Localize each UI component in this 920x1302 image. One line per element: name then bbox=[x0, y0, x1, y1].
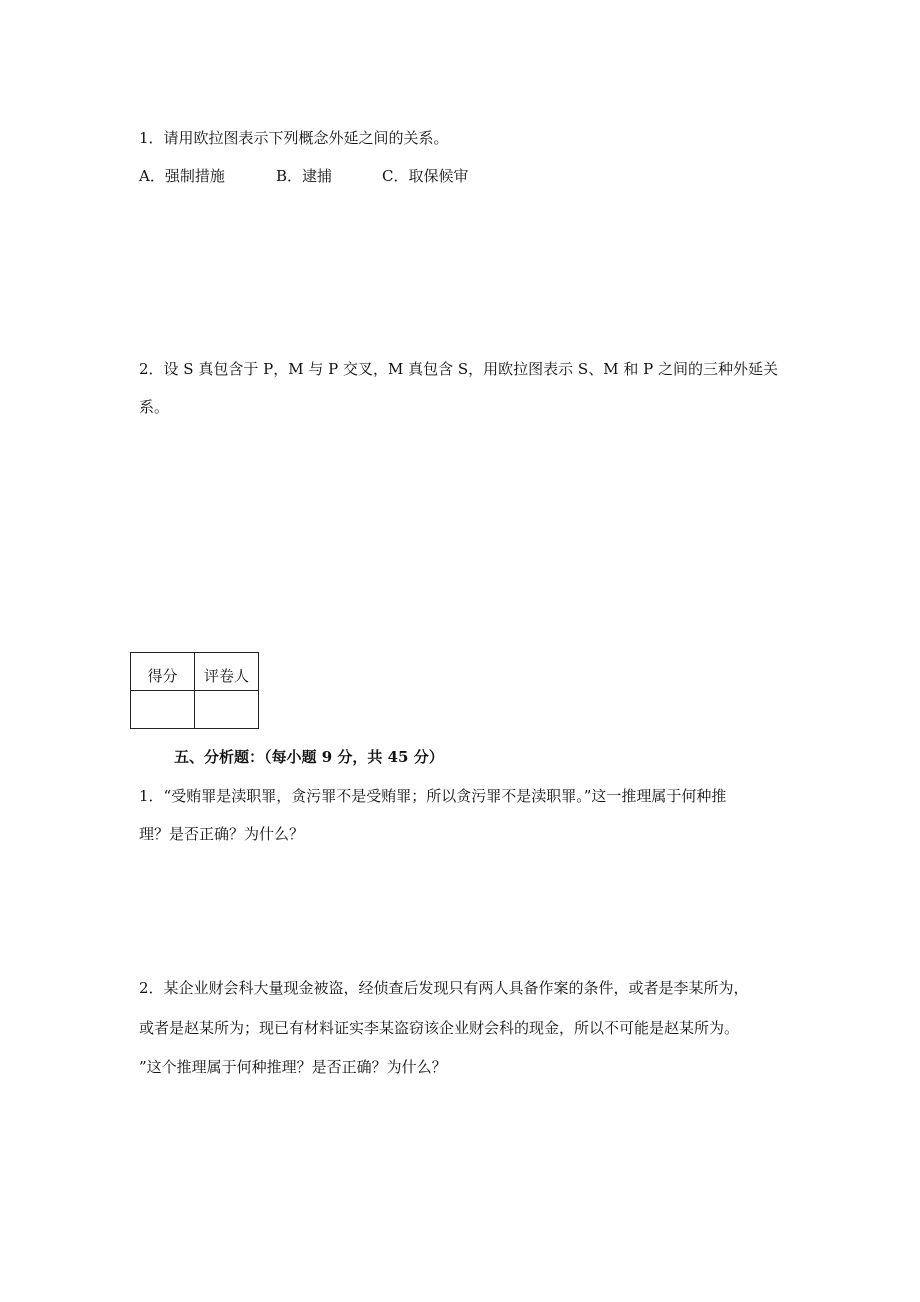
score-table bbox=[130, 652, 259, 729]
analysis-q2-line2: 或者是赵某所为；现已有材料证实李某盗窃该企业财会科的现金，所以不可能是赵某所为。 bbox=[139, 1019, 740, 1037]
score-header: 得分 bbox=[131, 653, 195, 691]
question-stem: 请用欧拉图表示下列概念外延之间的关系。 bbox=[163, 129, 449, 147]
question-number: 1． bbox=[139, 129, 164, 147]
analysis-q1-line2: 理？是否正确？为什么？ bbox=[139, 825, 305, 843]
analysis-q1-line1: 1．“受贿罪是渎职罪，贪污罪不是受贿罪；所以贪污罪不是渎职罪。”这一推理属于何种推 bbox=[139, 787, 727, 805]
question-1-options bbox=[139, 166, 468, 186]
analysis-q2-line3: ”这个推理属于何种推理？是否正确？为什么？ bbox=[139, 1058, 447, 1076]
option-a: A．强制措施 bbox=[139, 167, 225, 185]
grader-header: 评卷人 bbox=[195, 653, 259, 691]
section5-title: 五、分析题：（每小题 9 分，共 45 分） bbox=[174, 748, 444, 766]
question-2-line1: 2．设 S 真包含于 P，M 与 P 交叉，M 真包含 S，用欧拉图表示 S、M 和 P 之间的三种外延关 bbox=[139, 360, 778, 378]
score-cell[interactable] bbox=[131, 691, 195, 729]
option-b: B．逮捕 bbox=[276, 167, 333, 185]
grader-cell[interactable] bbox=[195, 691, 259, 729]
question-1-text bbox=[139, 128, 449, 148]
option-c: C．取保候审 bbox=[382, 167, 469, 185]
analysis-q2-line1: 2．某企业财会科大量现金被盗，经侦查后发现只有两人具备作案的条件，或者是李某所为， bbox=[139, 979, 749, 997]
question-2-line2: 系。 bbox=[139, 398, 170, 416]
